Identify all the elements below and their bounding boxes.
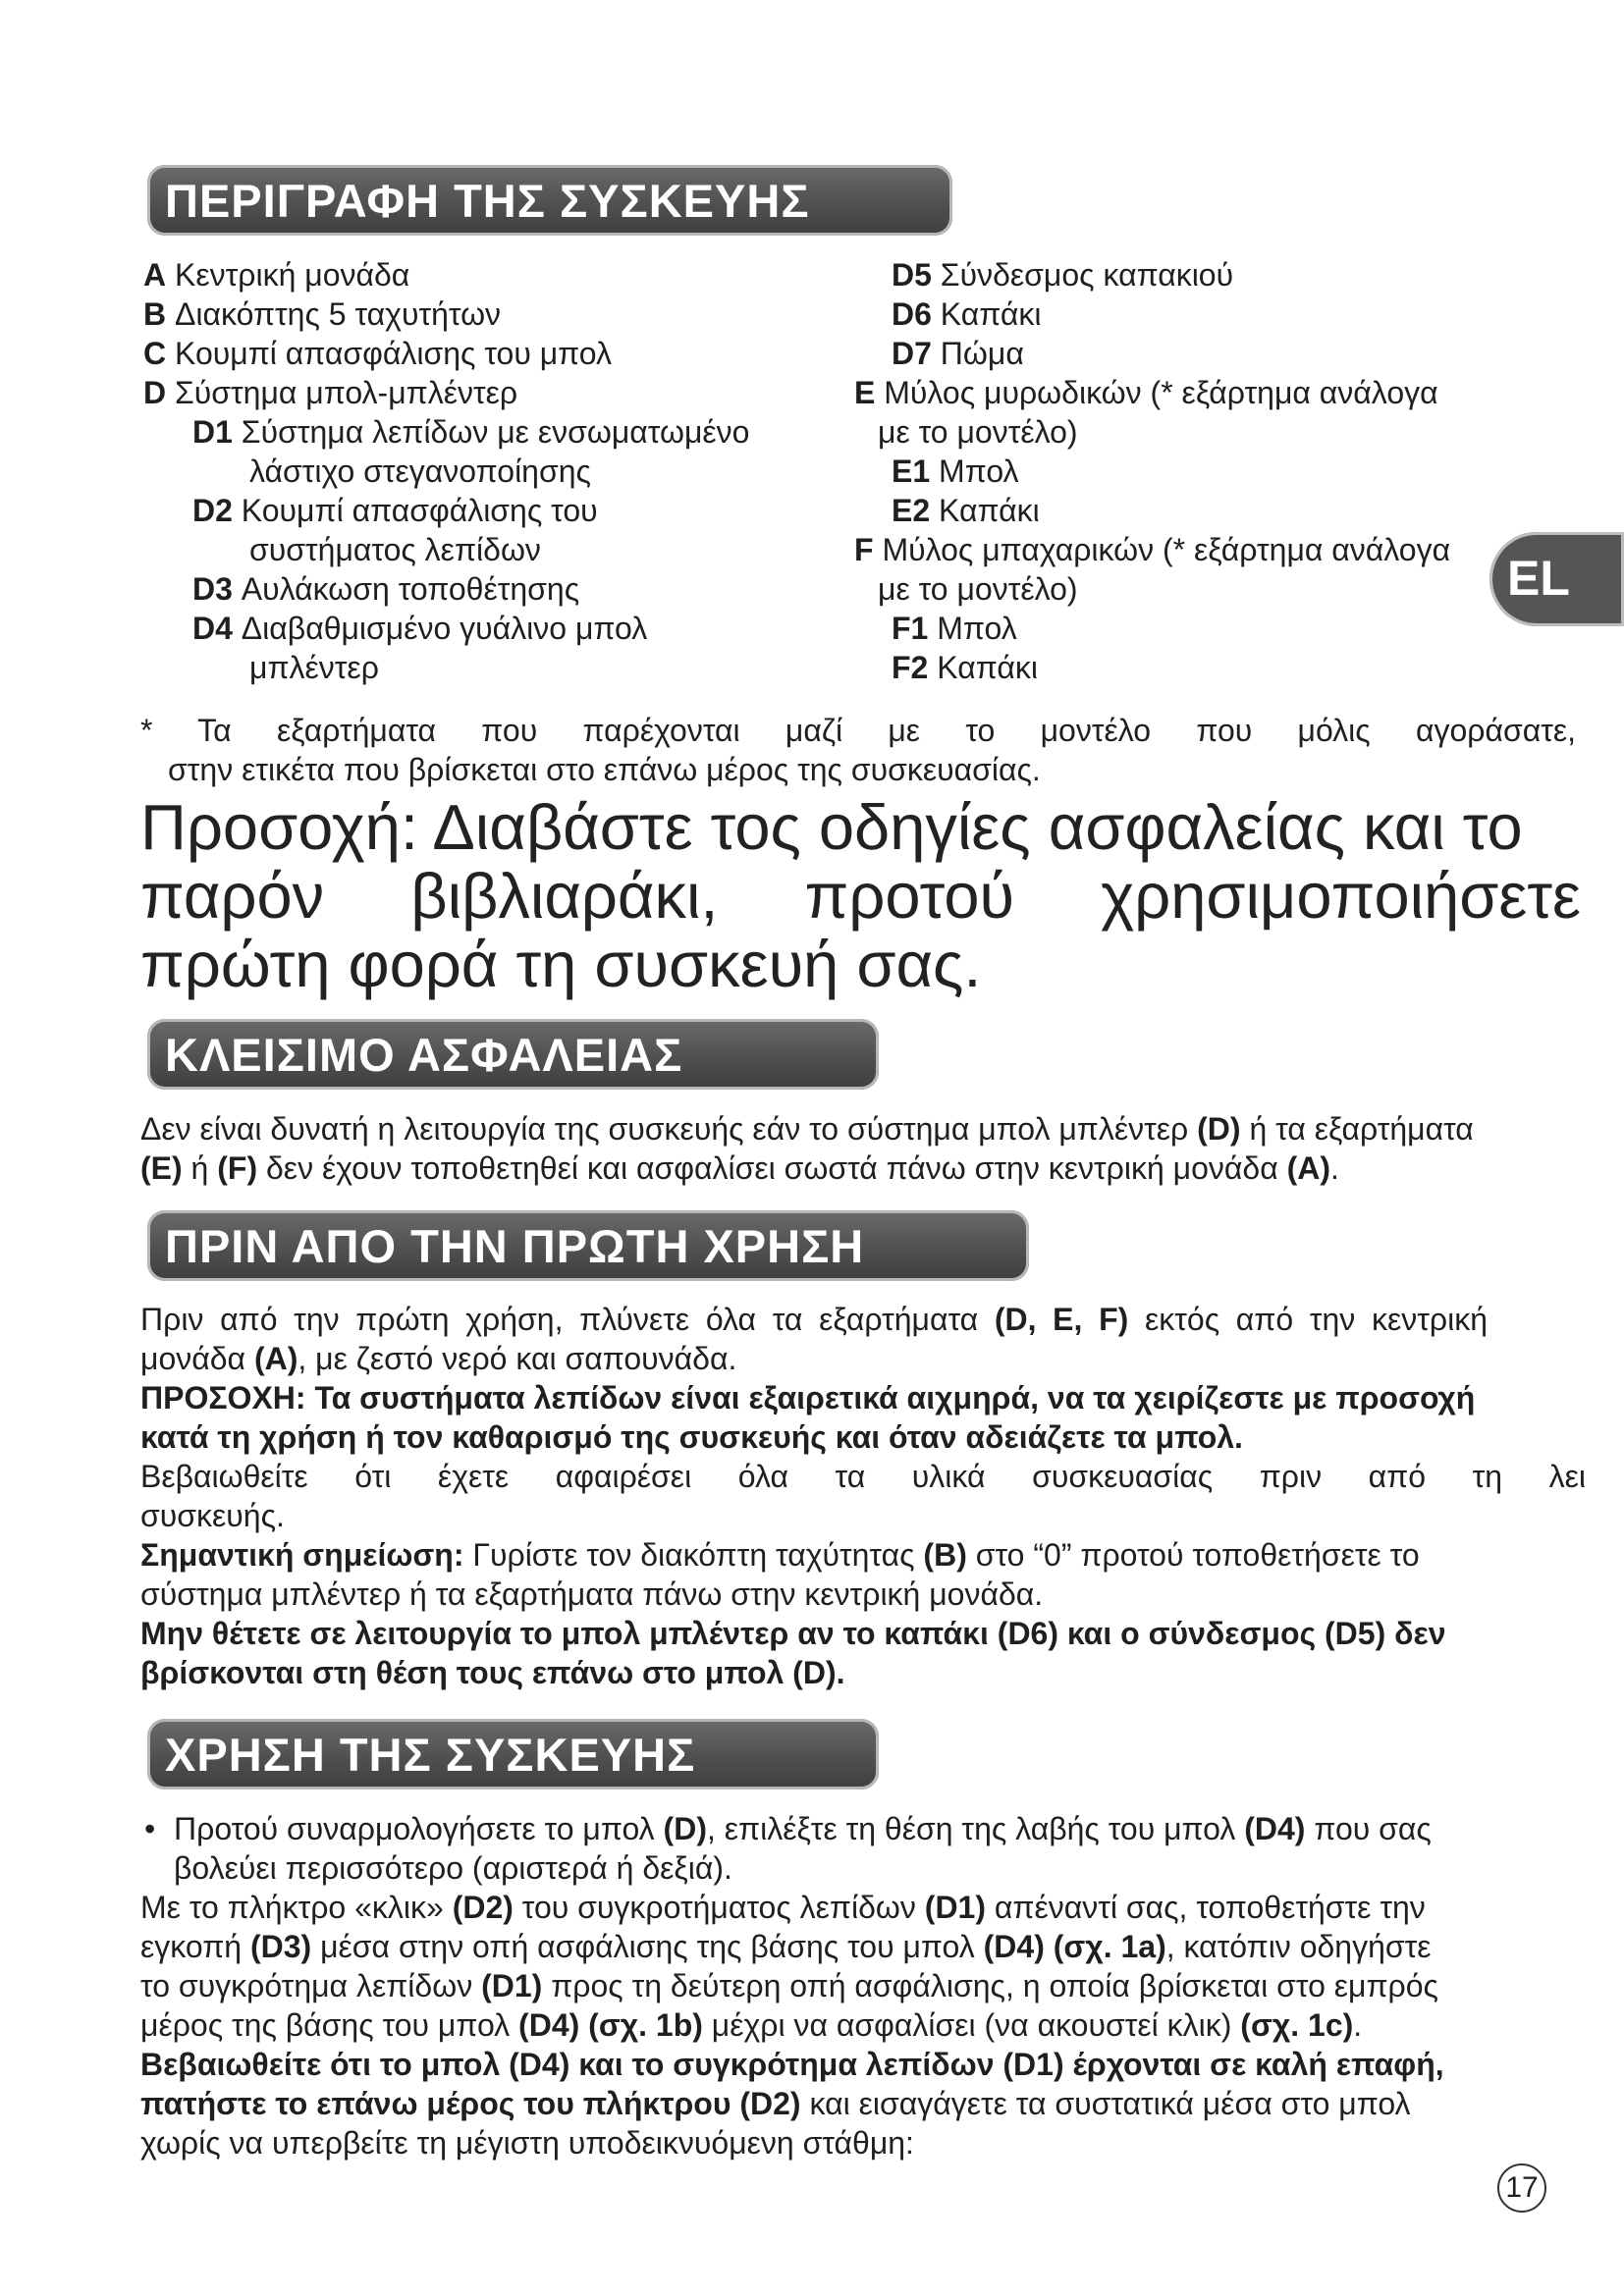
bold-warning-line: βρίσκονται στη θέση τους επάνω στο μπολ (D). <box>140 1655 845 1690</box>
part-item <box>854 294 1492 334</box>
ref: (D) <box>663 1811 707 1846</box>
part-text: Καπάκι <box>940 296 1042 332</box>
ref: (D4) <box>1244 1811 1306 1846</box>
part-item <box>143 412 850 452</box>
text: μονάδα <box>140 1341 254 1376</box>
caution-line: κατά τη χρήση ή τον καθαρισμό της συσκευής και όταν αδειάζετε τα μπολ. <box>140 1419 1243 1455</box>
part-text: με το μοντέλο) <box>878 414 1078 450</box>
part-code: E <box>854 375 876 410</box>
ensure-line: Βεβαιωθείτε ότι έχετε αφαιρέσει όλα τα υλικά συσκευασίας πριν από τη λει <box>140 1459 1586 1494</box>
part-item <box>143 569 850 609</box>
part-item <box>143 609 850 648</box>
text: δεν έχουν τοποθετηθεί και ασφαλίσει σωστά πάνω στην κεντρική μονάδα <box>257 1150 1287 1186</box>
safety-paragraph <box>140 1109 1488 1188</box>
part-item <box>854 569 1492 609</box>
section-title: ΧΡΗΣΗ ΤΗΣ ΣΥΣΚΕΥΗΣ <box>165 1729 696 1781</box>
part-code: D5 <box>892 257 932 293</box>
before-first-use-text <box>140 1300 1586 1692</box>
part-text: Κουμπί απασφάλισης του μπολ <box>175 336 612 371</box>
part-text: με το μοντέλο) <box>878 571 1078 607</box>
ref: (E) <box>140 1150 183 1186</box>
part-code: C <box>143 336 167 371</box>
part-item <box>143 491 850 530</box>
section-header-before-first-use <box>147 1210 1029 1281</box>
ref: (D3) <box>249 1929 312 1964</box>
part-text: Μύλος μπαχαρικών (* εξάρτημα ανάλογα <box>882 532 1451 567</box>
ref: (D2) <box>452 1890 514 1925</box>
ref: (D4) (σχ. 1a) <box>983 1929 1166 1964</box>
part-text: Αυλάκωση τοποθέτησης <box>241 571 580 607</box>
part-code: D6 <box>892 296 932 332</box>
footnote-line: στην ετικέτα που βρίσκεται στο επάνω μέρος της συσκευασίας. <box>168 752 1041 787</box>
bullet-continued: βολεύει περισσότερο (αριστερά ή δεξιά). <box>174 1850 732 1886</box>
text: στο “0” προτού τοποθετήσετε το <box>966 1537 1420 1573</box>
part-code: E1 <box>892 454 931 489</box>
language-label: EL <box>1507 551 1570 606</box>
text: που σας <box>1305 1811 1432 1846</box>
part-item <box>143 530 850 569</box>
part-text: μπλέντερ <box>249 650 379 685</box>
part-code: D2 <box>192 493 233 528</box>
footnote <box>140 711 1576 750</box>
part-code: D1 <box>192 414 233 450</box>
part-text: συστήματος λεπίδων <box>249 532 541 567</box>
warning-line: παρόν βιβλιαράκι, προτού χρησιμοποιήσετε <box>140 860 1581 932</box>
part-code: F2 <box>892 650 929 685</box>
part-item <box>854 412 1492 452</box>
text: του συγκροτήματος λεπίδων <box>513 1890 925 1925</box>
bold-text: πατήστε το επάνω μέρος του πλήκτρου (D2) <box>140 2086 801 2121</box>
part-text: Κεντρική μονάδα <box>175 257 410 293</box>
ref: (A) <box>1286 1150 1330 1186</box>
part-code: D3 <box>192 571 233 607</box>
text: Δεν είναι δυνατή η λειτουργία της συσκευής εάν το σύστημα μπολ μπλέντερ <box>140 1111 1198 1147</box>
part-item <box>854 373 1492 412</box>
text: Προτού συναρμολογήσετε το μπολ <box>174 1811 664 1846</box>
note-label: Σημαντική σημείωση: <box>140 1537 464 1573</box>
text: εγκοπή <box>140 1929 250 1964</box>
parts-list-left <box>143 255 850 687</box>
part-text: Σύστημα λεπίδων με ενσωματωμένο <box>241 414 750 450</box>
part-item <box>143 648 850 687</box>
bold-line: Βεβαιωθείτε ότι το μπολ (D4) και το συγκρότημα λεπίδων (D1) έρχονται σε καλή επαφή, <box>140 2047 1444 2082</box>
use-text <box>140 1809 1488 2163</box>
part-code: B <box>143 296 167 332</box>
part-text: Μπολ <box>939 454 1019 489</box>
part-code: E2 <box>892 493 931 528</box>
text: απέναντί σας, τοποθετήστε την <box>986 1890 1426 1925</box>
text: , επιλέξτε τη θέση της λαβής του μπολ <box>706 1811 1245 1846</box>
part-text: λάστιχο στεγανοποίησης <box>249 454 591 489</box>
footnote-continued <box>168 750 1515 789</box>
section-title: ΠΡΙΝ ΑΠΟ ΤΗΝ ΠΡΩΤΗ ΧΡΗΣΗ <box>165 1220 865 1272</box>
part-item <box>854 648 1492 687</box>
ref: (B) <box>923 1537 967 1573</box>
part-text: Κουμπί απασφάλισης του <box>241 493 598 528</box>
part-code: D4 <box>192 611 233 646</box>
part-code: A <box>143 257 167 293</box>
text: , με ζεστό νερό και σαπουνάδα. <box>298 1341 737 1376</box>
bullet-item <box>140 1809 1488 1848</box>
text: μέσα στην οπή ασφάλισης της βάσης του μπολ <box>311 1929 984 1964</box>
part-item <box>143 452 850 491</box>
part-item <box>854 255 1492 294</box>
bullet-icon: • <box>144 1811 156 1846</box>
part-item <box>143 334 850 373</box>
part-text: Καπάκι <box>937 650 1038 685</box>
part-item <box>854 491 1492 530</box>
warning-heading <box>140 791 1581 1000</box>
part-text: Καπάκι <box>939 493 1040 528</box>
text: Πριν από την πρώτη χρήση, πλύνετε όλα τα εξαρτήματα <box>140 1302 995 1337</box>
text: Γυρίστε τον διακόπτη ταχύτητας <box>463 1537 924 1573</box>
note-line: σύστημα μπλέντερ ή τα εξαρτήματα πάνω στην κεντρική μονάδα. <box>140 1576 1044 1612</box>
part-item <box>143 255 850 294</box>
ensure-line: συσκευής. <box>140 1498 285 1533</box>
ref: (D) <box>1197 1111 1241 1147</box>
section-title: ΠΕΡΙΓΡΑΦΗ ΤΗΣ ΣΥΣΚΕΥΗΣ <box>165 175 810 227</box>
text: . <box>1353 2007 1363 2043</box>
text: μέχρι να ασφαλίσει (να ακουστεί κλικ) <box>702 2007 1241 2043</box>
ref: (D4) (σχ. 1b) <box>518 2007 703 2043</box>
text-line: χωρίς να υπερβείτε τη μέγιστη υποδεικνυόμενη στάθμη: <box>140 2125 914 2161</box>
ref: (D1) <box>924 1890 986 1925</box>
part-item <box>854 530 1492 569</box>
text: μέρος της βάσης του μπολ <box>140 2007 519 2043</box>
part-text: Σύστημα μπολ-μπλέντερ <box>175 375 518 410</box>
part-text: Σύνδεσμος καπακιού <box>940 257 1234 293</box>
part-item <box>143 294 850 334</box>
warning-line: Προσοχή: Διαβάστε τος οδηγίες ασφαλείας και το <box>140 791 1523 863</box>
page-number: 17 <box>1497 2163 1546 2213</box>
part-item <box>854 609 1492 648</box>
text: ή τα εξαρτήματα <box>1240 1111 1474 1147</box>
section-header-safety <box>147 1019 879 1090</box>
text: ή <box>182 1150 218 1186</box>
caution-line: ΠΡΟΣΟΧΗ: Τα συστήματα λεπίδων είναι εξαιρετικά αιχμηρά, να τα χειρίζεστε με προσοχή <box>140 1380 1476 1415</box>
section-header-description <box>147 165 952 236</box>
ref: (D1) <box>481 1968 543 2003</box>
text: . <box>1330 1150 1339 1186</box>
part-item <box>854 334 1492 373</box>
ref: (D, E, F) <box>994 1302 1129 1337</box>
parts-list-right <box>854 255 1492 687</box>
part-code: F1 <box>892 611 929 646</box>
part-code: F <box>854 532 874 567</box>
footnote-line: * Τα εξαρτήματα που παρέχονται μαζί με το μοντέλο που μόλις αγοράσατε, <box>140 713 1576 748</box>
ref: (A) <box>253 1341 298 1376</box>
text: και εισαγάγετε τα συστατικά μέσα στο μπολ <box>800 2086 1411 2121</box>
text: , κατόπιν οδηγήστε <box>1165 1929 1432 1964</box>
section-title: ΚΛΕΙΣΙΜΟ ΑΣΦΑΛΕΙΑΣ <box>165 1029 683 1081</box>
text: προς τη δεύτερη οπή ασφάλισης, η οποία βρίσκεται στο εμπρός <box>542 1968 1438 2003</box>
ref: (F) <box>217 1150 258 1186</box>
ref: (σχ. 1c) <box>1240 2007 1354 2043</box>
part-item <box>143 373 850 412</box>
part-text: Μπολ <box>937 611 1017 646</box>
text: το συγκρότημα λεπίδων <box>140 1968 482 2003</box>
text: εκτός από την κεντρική <box>1128 1302 1488 1337</box>
part-text: Πώμα <box>940 336 1024 371</box>
part-code: D7 <box>892 336 932 371</box>
text: Με το πλήκτρο «κλικ» <box>140 1890 453 1925</box>
section-header-use <box>147 1719 879 1789</box>
part-code: D <box>143 375 167 410</box>
part-text: Διαβαθμισμένο γυάλινο μπολ <box>241 611 648 646</box>
warning-line: πρώτη φορά τη συσκευή σας. <box>140 929 982 1000</box>
bold-warning-line: Μην θέτετε σε λειτουργία το μπολ μπλέντερ αν το καπάκι (D6) και ο σύνδεσμος (D5) δεν <box>140 1616 1446 1651</box>
language-tab <box>1489 532 1624 626</box>
part-item <box>854 452 1492 491</box>
part-text: Μύλος μυρωδικών (* εξάρτημα ανάλογα <box>884 375 1438 410</box>
part-text: Διακόπτης 5 ταχυτήτων <box>175 296 502 332</box>
